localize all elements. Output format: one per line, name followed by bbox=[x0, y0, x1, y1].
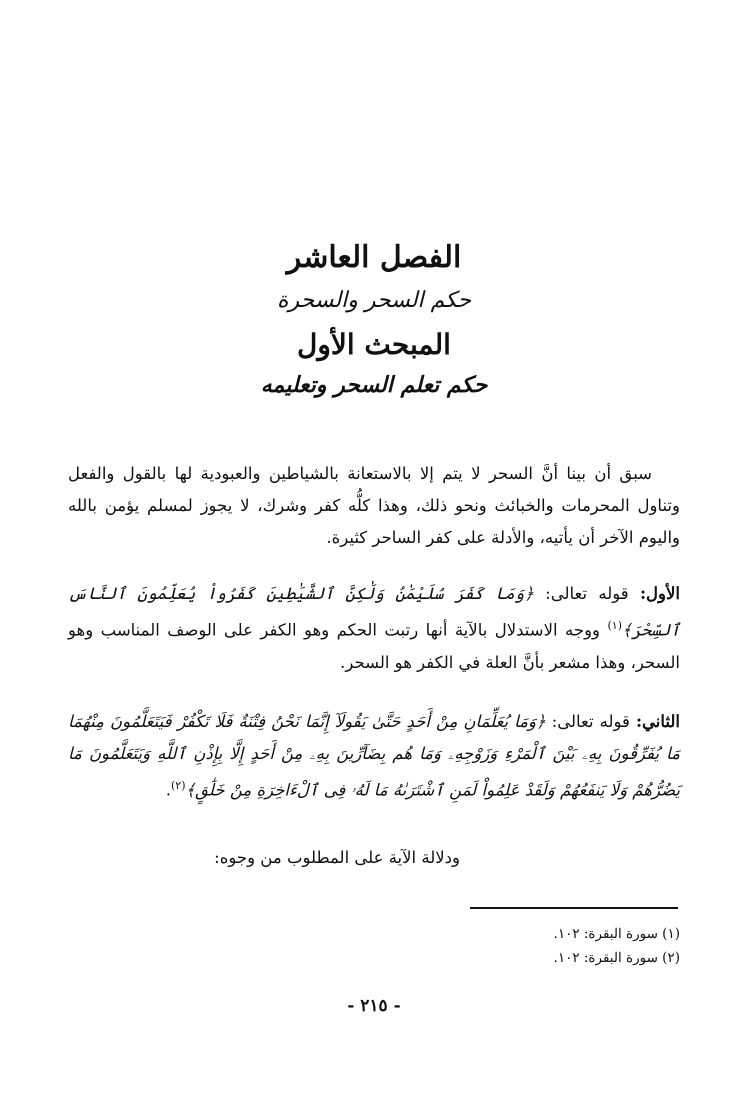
second-evidence-intro: قوله تعالى: bbox=[551, 712, 630, 731]
first-verse: ﴿وَمَا كَفَرَ سُلَيْمَٰنُ وَلَٰكِنَّ ٱلشَّيَٰطِينَ كَفَرُواْ يُعَلِّمُونَ ٱلنَّاسَ ٱلسِّحْرَ﴾ bbox=[68, 584, 680, 640]
footnote-2: (٢) سورة البقرة: ١٠٢. bbox=[553, 950, 680, 966]
paragraph-intro: سبق أن بينا أنَّ السحر لا يتم إلا بالاستعانة بالشياطين والعبودية لها بالقول والفعل وتناول المحرمات والخبائث ونحو ذلك، وهذا كلُّه كفر وشرك، لا يجوز لمسلم يؤمن بالله واليوم الآخر أن يأتيه، والأدلة على كفر الساحر كثيرة. bbox=[68, 464, 680, 547]
second-evidence-label: الثاني: bbox=[635, 712, 681, 731]
paragraph-first-evidence bbox=[68, 578, 680, 679]
footnote-divider bbox=[470, 907, 678, 909]
section-title: المبحث الأول bbox=[297, 328, 451, 362]
page-number: - ٢١٥ - bbox=[347, 996, 401, 1016]
first-evidence-label: الأول: bbox=[639, 584, 681, 603]
chapter-title: الفصل العاشر bbox=[286, 240, 462, 275]
chapter-subtitle: حكم السحر والسحرة bbox=[276, 288, 472, 313]
first-evidence-explanation: ووجه الاستدلال بالآية أنها رتبت الحكم وهو الكفر على الوصف المناسب وهو السحر، وهذا مشعر بأنَّ العلة في الكفر هو السحر. bbox=[68, 620, 680, 672]
headings-block bbox=[0, 240, 748, 398]
paragraph-conclusion: ودلالة الآية على المطلوب من وجوه: bbox=[214, 848, 460, 867]
paragraph-second-evidence bbox=[68, 706, 680, 807]
first-evidence-intro: قوله تعالى: bbox=[545, 584, 629, 603]
footnote-1: (١) سورة البقرة: ١٠٢. bbox=[553, 926, 680, 942]
second-verse: ﴿وَمَا يُعَلِّمَانِ مِنْ أَحَدٍ حَتَّىٰ يَقُولَآ إِنَّمَا نَحْنُ فِتْنَةٌ فَلَا تَكْفُرْ فَيَتَعَلَّمُونَ مِنْهُمَا مَا يُفَرِّقُونَ بِهِۦ بَيْنَ ٱلْمَرْءِ وَزَوْجِهِۦ وَمَا هُم بِضَآرِّينَ بِهِۦ مِنْ أَحَدٍ إِلَّا بِإِذْنِ ٱللَّهِ وَيَتَعَلَّمُونَ مَا يَضُرُّهُمْ وَلَا يَنفَعُهُمْ وَلَقَدْ عَلِمُواْ لَمَنِ ٱشْتَرَىٰهُ مَا لَهُۥ فِى ٱلْءَاخِرَةِ مِنْ خَلَٰقٍ﴾ bbox=[68, 712, 680, 800]
footnotes bbox=[68, 922, 680, 970]
second-evidence-end: . bbox=[165, 780, 171, 800]
footnote-ref-2: (٢) bbox=[170, 779, 186, 792]
section-subtitle: حكم تعلم السحر وتعليمه bbox=[260, 371, 488, 398]
footnote-ref-1: (١) bbox=[607, 619, 622, 632]
